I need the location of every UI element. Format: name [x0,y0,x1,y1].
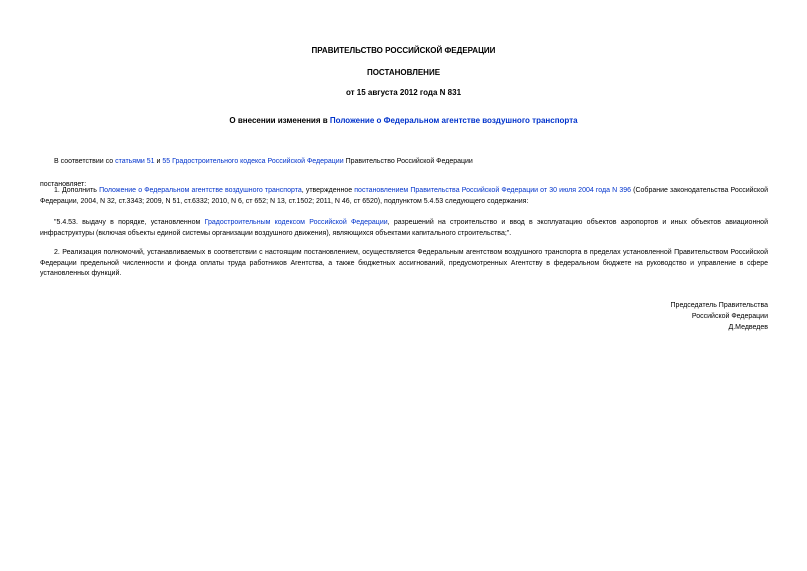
signature-name: Д.Медведев [728,324,768,331]
decree-word: постановляет: [40,181,87,188]
regulation-link[interactable]: Положение о Федеральном агентстве воздушного транспорта [99,187,302,194]
subject-prefix: О внесении изменения в [229,116,330,125]
issuer-heading: ПРАВИТЕЛЬСТВО РОССИЙСКОЙ ФЕДЕРАЦИИ [311,46,496,55]
subject-heading [0,115,807,126]
resolution-396-link[interactable]: постановлением Правительства Российской Федерации от 30 июля 2004 года N 396 [354,187,632,194]
date-number-heading: от 15 августа 2012 года N 831 [345,88,462,97]
item-1-text-2: , утвержденное [301,187,355,194]
item-1-text-1: 1. Дополнить [54,187,100,194]
signature-title: Председатель Правительства [670,302,768,309]
article-55-link[interactable]: 55 Градостроительного кодекса Российской Федерации [162,158,344,165]
basis-text-3: Правительство Российской Федерации [343,158,473,165]
signature-organization: Российской Федерации [691,313,768,320]
item-1-text-3: (Собрание законодательства Российской Федерации, 2004, N 32, ст.3343; 2009, N 51, ст.6332; 2010, N 6, ст 652; N 13, ст.1502; 2011, N 46, ст 6520), подпунктом 5.4.53 следующего содержания: [40,187,769,205]
item-1-paragraph [40,186,768,207]
basis-text-1: В соответствии со [54,158,116,165]
item-2-paragraph: 2. Реализация полномочий, устанавливаемых в соответствии с настоящим постановлением, осуществляется Федеральным агентством воздушного транспорта в пределах установленной Правительством Российской Федерации предельной численности и фонда оплаты труда работников Агентства, а также бюджетных ассигнований, предусмотренных Агентству в федеральном бюджете на руководство и управление в сфере установленных функций. [40,249,768,277]
basis-paragraph [40,157,768,168]
quote-text-1: "5.4.53. выдачу в порядке, установленном [54,219,205,226]
article-51-link[interactable]: статьями 51 [115,158,155,165]
subject-link[interactable]: Положение о Федеральном агентстве воздушного транспорта [329,116,578,125]
quote-text-2: , разрешений на строительство и ввод в эксплуатацию объектов аэропортов и иных объектов авиационной инфраструктуры (включая объекты единой системы организации воздушного движения), являющихся объектами капитального строительства;". [40,219,768,237]
urban-code-link[interactable]: Градостроительным кодексом Российской Федерации [204,219,388,226]
quoted-subitem-paragraph [40,218,768,239]
basis-text-2: и [154,158,163,165]
document-type-heading: ПОСТАНОВЛЕНИЕ [366,68,441,77]
